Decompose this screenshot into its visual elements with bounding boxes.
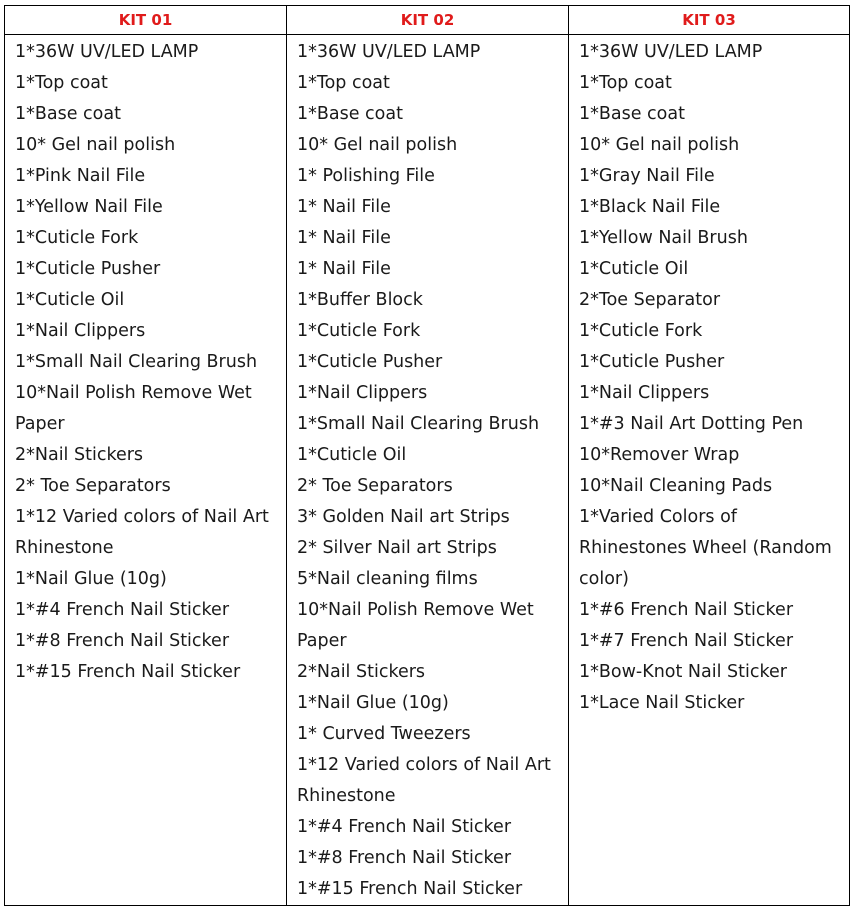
- kit-item: 1*Cuticle Pusher: [579, 352, 725, 372]
- kit-02-item-list: [297, 37, 560, 905]
- kit-item: 1*36W UV/LED LAMP: [297, 42, 481, 62]
- kit-item: 1*Yellow Nail File: [15, 197, 163, 217]
- kit-item: 1*Nail Clippers: [15, 321, 146, 341]
- kit-item: 1*12 Varied colors of Nail Art Rhinestone: [15, 507, 269, 558]
- kit-item: 1* Nail File: [297, 228, 391, 248]
- kit-item: 1*Cuticle Fork: [579, 321, 703, 341]
- kit-01-header: KIT 01: [5, 6, 287, 35]
- kit-item: 1*Cuticle Pusher: [15, 259, 161, 279]
- kit-item: 10* Gel nail polish: [579, 135, 740, 155]
- kit-item: 1*#15 French Nail Sticker: [15, 662, 241, 682]
- kit-item: 1*Varied Colors of Rhinestones Wheel (Random color): [579, 507, 832, 589]
- kit-item: 3* Golden Nail art Strips: [297, 507, 510, 527]
- kit-03-item-list: [579, 37, 841, 719]
- kit-item: 1*Cuticle Fork: [15, 228, 139, 248]
- kit-item: 1*Buffer Block: [297, 290, 423, 310]
- kit-03-header: KIT 03: [569, 6, 850, 35]
- kit-comparison-table: [4, 5, 850, 906]
- kit-item: 1*Cuticle Oil: [15, 290, 125, 310]
- header-row: [5, 6, 850, 35]
- kit-item: 2* Toe Separators: [297, 476, 453, 496]
- kit-item: 2* Toe Separators: [15, 476, 171, 496]
- kit-item: 1*Cuticle Pusher: [297, 352, 443, 372]
- kit-item: 1*Lace Nail Sticker: [579, 693, 745, 713]
- kit-item: 1*Nail Glue (10g): [297, 693, 449, 713]
- kit-item: 5*Nail cleaning films: [297, 569, 478, 589]
- kit-item: 1*Base coat: [15, 104, 121, 124]
- kit-item: 1*#8 French Nail Sticker: [15, 631, 230, 651]
- kit-item: 1*Gray Nail File: [579, 166, 715, 186]
- kit-item: 1*Nail Glue (10g): [15, 569, 167, 589]
- kit-item: 1*Black Nail File: [579, 197, 721, 217]
- kit-item: 1*#6 French Nail Sticker: [579, 600, 794, 620]
- kit-02-contents: [287, 35, 569, 906]
- kit-item: 1*Pink Nail File: [15, 166, 146, 186]
- kit-item: 1*36W UV/LED LAMP: [579, 42, 763, 62]
- kit-item: 10* Gel nail polish: [297, 135, 458, 155]
- kit-01-contents: [5, 35, 287, 906]
- kit-item: 1*Top coat: [579, 73, 672, 93]
- kit-item: 10*Remover Wrap: [579, 445, 740, 465]
- kit-item: 1* Curved Tweezers: [297, 724, 471, 744]
- kit-02-header: KIT 02: [287, 6, 569, 35]
- kit-item: 1*Top coat: [297, 73, 390, 93]
- kit-item: 1*Base coat: [297, 104, 403, 124]
- kit-item: 1*Cuticle Fork: [297, 321, 421, 341]
- kit-item: 1* Nail File: [297, 259, 391, 279]
- kit-item: 2*Toe Separator: [579, 290, 721, 310]
- kit-item: 1*12 Varied colors of Nail Art Rhinestone: [297, 755, 551, 806]
- kit-item: 1*#4 French Nail Sticker: [297, 817, 512, 837]
- kit-item: 1*Cuticle Oil: [579, 259, 689, 279]
- kit-item: 1*#4 French Nail Sticker: [15, 600, 230, 620]
- kit-03-contents: [569, 35, 850, 906]
- kit-item: 1*Base coat: [579, 104, 685, 124]
- kit-item: 1*Yellow Nail Brush: [579, 228, 748, 248]
- kit-item: 1*Small Nail Clearing Brush: [297, 414, 540, 434]
- kit-item: 1* Nail File: [297, 197, 391, 217]
- kit-item: 2* Silver Nail art Strips: [297, 538, 497, 558]
- kit-item: 10*Nail Cleaning Pads: [579, 476, 773, 496]
- kit-item: 1*Top coat: [15, 73, 108, 93]
- kit-item: 10*Nail Polish Remove Wet Paper: [297, 600, 534, 651]
- kit-item: 1*#8 French Nail Sticker: [297, 848, 512, 868]
- kit-item: 1*Bow-Knot Nail Sticker: [579, 662, 787, 682]
- kit-item: 1*#15 French Nail Sticker: [297, 879, 523, 899]
- contents-row: [5, 35, 850, 906]
- kit-item: 2*Nail Stickers: [15, 445, 144, 465]
- kit-item: 1*#3 Nail Art Dotting Pen: [579, 414, 804, 434]
- kit-item: 1*Nail Clippers: [579, 383, 710, 403]
- kit-item: 1*36W UV/LED LAMP: [15, 42, 199, 62]
- kit-item: 1*Nail Clippers: [297, 383, 428, 403]
- kit-item: 1*Cuticle Oil: [297, 445, 407, 465]
- kit-item: 10* Gel nail polish: [15, 135, 176, 155]
- kit-item: 1* Polishing File: [297, 166, 435, 186]
- kit-item: 2*Nail Stickers: [297, 662, 426, 682]
- kit-01-item-list: [15, 37, 278, 688]
- kit-item: 1*Small Nail Clearing Brush: [15, 352, 258, 372]
- kit-item: 1*#7 French Nail Sticker: [579, 631, 794, 651]
- kit-item: 10*Nail Polish Remove Wet Paper: [15, 383, 252, 434]
